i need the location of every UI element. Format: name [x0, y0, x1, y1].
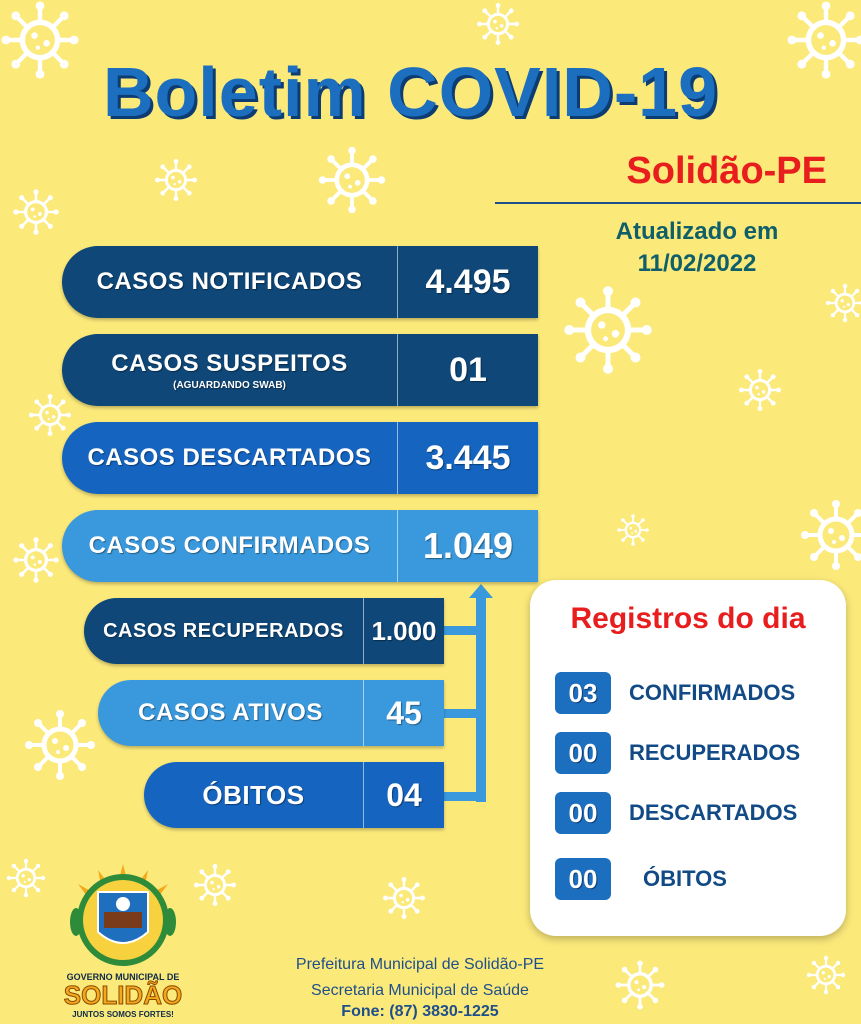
daily-label: RECUPERADOS: [629, 740, 801, 765]
footer-prefeitura: Prefeitura Municipal de Solidão-PE: [295, 956, 545, 973]
daily-records-title: Registros do dia: [570, 602, 806, 635]
daily-value: 03: [555, 672, 611, 714]
stat-descartados: [62, 422, 538, 494]
daily-label: DESCARTADOS: [629, 800, 798, 825]
stat-confirmados: [62, 510, 538, 582]
footer-phone: Fone: (87) 3830-1225: [341, 1003, 499, 1020]
daily-row: [555, 672, 795, 714]
daily-records-panel: [530, 580, 846, 936]
stat-notificados: [62, 246, 538, 318]
stat-obitos: [144, 762, 444, 828]
seal-name: SOLIDÃO: [63, 980, 183, 1010]
stat-value: 04: [363, 762, 444, 828]
stat-label: CASOS CONFIRMADOS: [88, 532, 371, 559]
footer-secretaria: Secretaria Municipal de Saúde: [311, 982, 529, 999]
stat-value: 1.000: [363, 598, 444, 664]
daily-row: [555, 732, 800, 774]
daily-label: ÓBITOS: [643, 866, 727, 891]
daily-value: 00: [555, 792, 611, 834]
daily-value: 00: [555, 732, 611, 774]
stat-label: ÓBITOS: [202, 779, 305, 810]
stat-label: CASOS RECUPERADOS: [103, 619, 344, 642]
stat-value: 01: [397, 334, 538, 406]
municipal-seal-logo: [18, 862, 228, 1020]
daily-row: [555, 792, 797, 834]
stat-recuperados: [84, 598, 444, 664]
city-name: Solidão-PE: [626, 150, 827, 192]
daily-value: 00: [555, 858, 611, 900]
page-title: Boletim COVID-19: [103, 53, 718, 131]
stat-label: CASOS ATIVOS: [138, 699, 323, 726]
stat-ativos: [98, 680, 444, 746]
updated-date: 11/02/2022: [637, 250, 757, 277]
stat-sublabel: (AGUARDANDO SWAB): [173, 379, 286, 391]
stat-value: 4.495: [397, 246, 538, 318]
seal-motto: JUNTOS SOMOS FORTES!: [72, 1010, 174, 1019]
stat-value: 1.049: [397, 510, 538, 582]
stat-value: 45: [363, 680, 444, 746]
stat-label-group: [62, 334, 397, 406]
stat-label: CASOS NOTIFICADOS: [96, 268, 363, 295]
stat-label: CASOS DESCARTADOS: [87, 444, 372, 471]
updated-label: Atualizado em: [615, 218, 779, 245]
stat-value: 3.445: [397, 422, 538, 494]
stat-label: CASOS SUSPEITOS: [111, 349, 348, 377]
daily-row: [555, 858, 727, 900]
seal-line1: GOVERNO MUNICIPAL DE: [66, 972, 180, 982]
daily-label: CONFIRMADOS: [629, 680, 796, 705]
stat-suspeitos: [62, 334, 538, 406]
